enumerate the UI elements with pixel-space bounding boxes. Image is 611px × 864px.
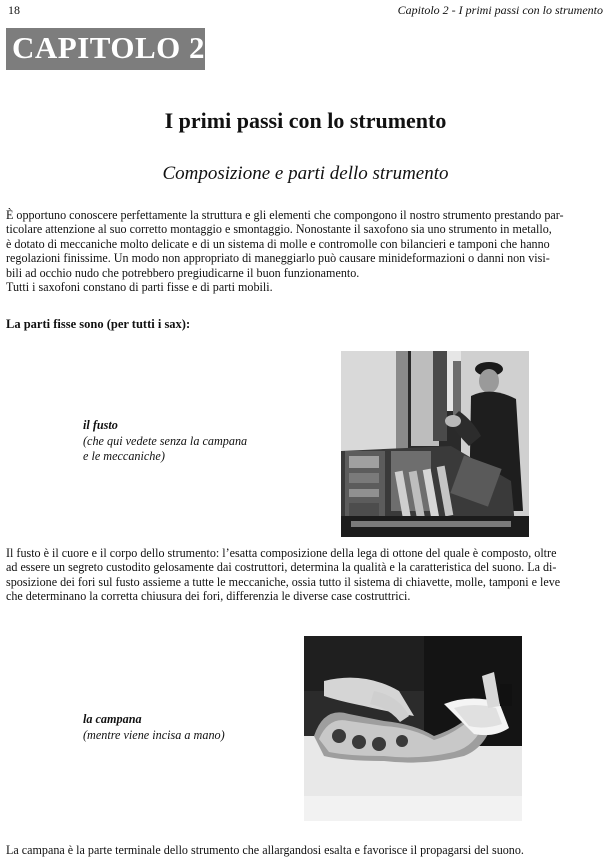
- campana-caption: [83, 728, 225, 743]
- intro-paragraph: [6, 208, 604, 294]
- chapter-label: CAPITOLO 2: [12, 30, 206, 65]
- paragraph-line: regolazioni finissime. Un modo non appropriato di maneggiarlo può causare minideformazioni o danni non visi-: [6, 251, 550, 266]
- page-title: I primi passi con lo strumento: [164, 108, 447, 133]
- paragraph-line: Il fusto è il cuore e il corpo dello strumento: l’esatta composizione della lega di ottone del quale è composto, oltre: [6, 546, 557, 560]
- fusto-workshop-photo: [341, 351, 529, 537]
- fusto-caption-title: il fusto: [83, 418, 118, 432]
- running-header: Capitolo 2 - I primi passi con lo strumento: [397, 3, 603, 17]
- section-subtitle: Composizione e parti dello strumento: [162, 163, 449, 184]
- paragraph-line: è dotato di meccaniche molto delicate e di un sistema di molle e contromolle con bilancieri e tamponi che hanno: [6, 236, 550, 251]
- fusto-caption: [83, 434, 247, 464]
- caption-line: e le meccaniche): [83, 449, 165, 463]
- fixed-parts-heading: La parti fisse sono (per tutti i sax):: [6, 317, 191, 331]
- fusto-paragraph: [6, 546, 604, 604]
- campana-caption-title: la campana: [83, 712, 142, 726]
- campana-paragraph: La campana è la parte terminale dello strumento che allargandosi esalta e favorisce il propagarsi del suono.: [6, 843, 524, 857]
- paragraph-line: bili ad occhio nudo che potrebbero pregiudicarne il buon funzionamento.: [6, 265, 360, 280]
- campana-engraving-photo: [304, 636, 522, 821]
- paragraph-line: Tutti i saxofoni constano di parti fisse e di parti mobili.: [6, 280, 273, 295]
- paragraph-line: sposizione dei fori sul fusto assieme a tutte le meccaniche, ossia tutto il sistema di chiavette, molle, tamponi e leve: [6, 574, 561, 589]
- paragraph-line: che determinano la corretta chiusura dei fori, differenzia le diverse case costruttrici.: [6, 589, 411, 604]
- page-number: 18: [8, 3, 20, 17]
- caption-line: (che qui vedete senza la campana: [83, 434, 248, 448]
- paragraph-line: È opportuno conoscere perfettamente la struttura e gli elementi che compongono il nostro strumento prestando par-: [6, 208, 564, 222]
- paragraph-line: ticolare attenzione al suo corretto montaggio e smontaggio. Nonostante il saxofono sia uno strumento in metallo,: [6, 222, 552, 237]
- caption-line: (mentre viene incisa a mano): [83, 728, 225, 742]
- paragraph-line: ad essere un segreto custodito gelosamente dai costruttori, determina la qualità e la caratteristica del suono. La di-: [6, 560, 557, 575]
